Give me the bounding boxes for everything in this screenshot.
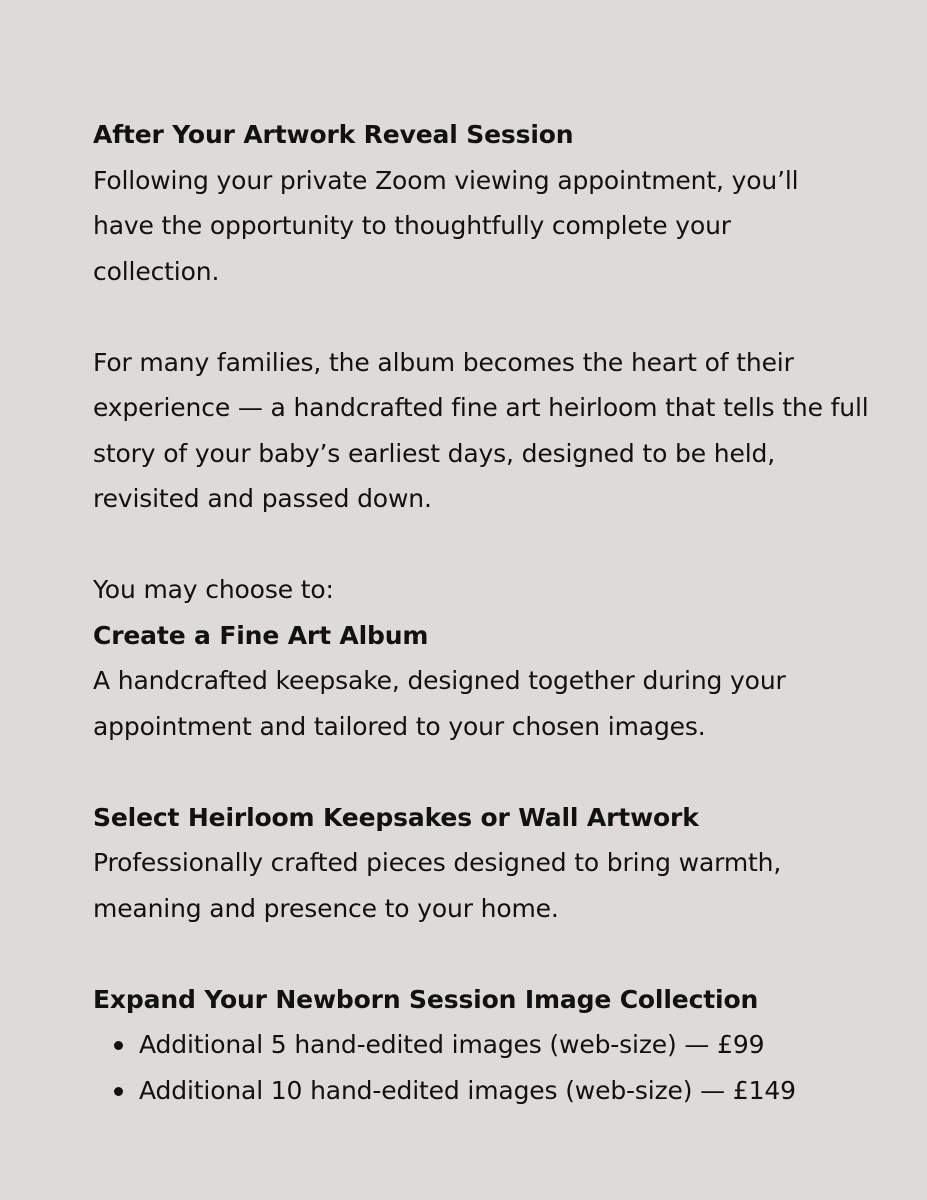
text-line: A handcrafted keepsake, designed together during your [93, 666, 786, 695]
spacer [93, 749, 835, 795]
bullet-dot-icon [114, 1041, 123, 1050]
text-line: appointment and tailored to your chosen images. [93, 711, 706, 741]
list-item-text: Additional 5 hand-edited images (web-size) — £99 [139, 1030, 765, 1059]
text-line: For many families, the album becomes the heart of their [93, 347, 794, 377]
text-line: revisited and passed down. [93, 484, 432, 513]
spacer [93, 294, 835, 340]
list-item [93, 1022, 835, 1068]
section-expand-collection [93, 977, 835, 1114]
text-line: have the opportunity to thoughtfully complete your [93, 211, 731, 240]
bullet-dot-icon [114, 1087, 123, 1096]
choose-intro-text: You may choose to: [93, 575, 334, 604]
text-line: Following your private Zoom viewing appointment, you’ll [93, 165, 799, 195]
heading-fine-art-album: Create a Fine Art Album [93, 620, 429, 650]
section-album-intro [93, 340, 869, 522]
section-heirloom-keepsakes [93, 795, 835, 932]
section-fine-art-album [93, 613, 835, 750]
pricing-list [93, 1022, 835, 1113]
text-line: story of your baby’s earliest days, designed to be held, [93, 438, 776, 468]
heading-heirloom-keepsakes: Select Heirloom Keepsakes or Wall Artwork [93, 802, 699, 832]
list-item [93, 1068, 835, 1114]
text-line: meaning and presence to your home. [93, 893, 559, 923]
heading-expand-collection: Expand Your Newborn Session Image Collection [93, 984, 759, 1014]
spacer [93, 522, 835, 568]
section-artwork-reveal [93, 112, 835, 294]
heading-artwork-reveal: After Your Artwork Reveal Session [93, 120, 574, 149]
text-line: Professionally crafted pieces designed to bring warmth, [93, 848, 782, 877]
spacer [93, 931, 835, 977]
text-line: experience — a handcrafted fine art heirloom that tells the full [93, 393, 869, 422]
list-item-text: Additional 10 hand-edited images (web-size) — £149 [139, 1075, 796, 1105]
text-line: collection. [93, 256, 220, 286]
